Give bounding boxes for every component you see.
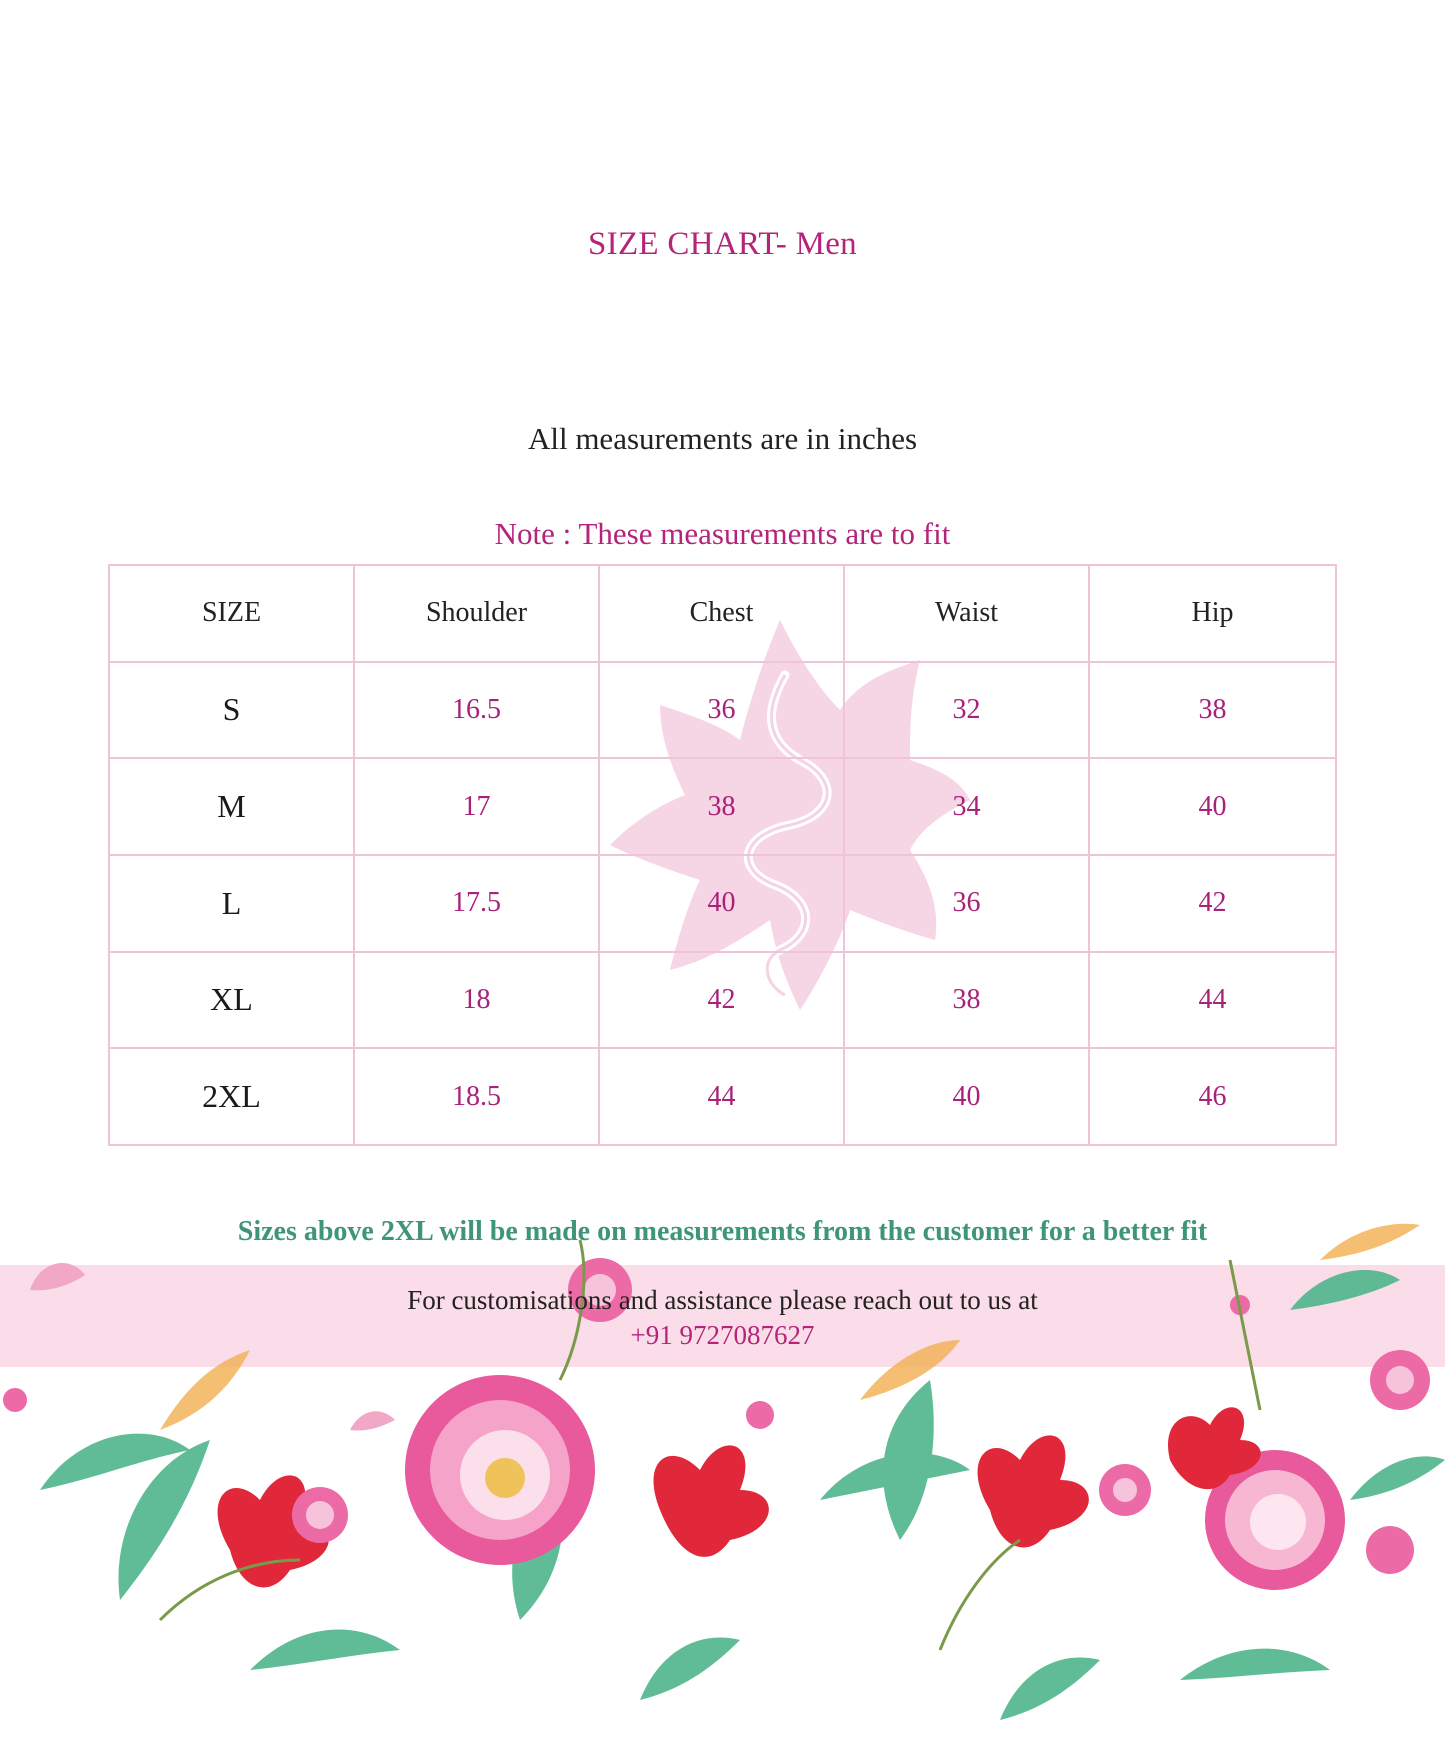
hip-value: 44 [1089, 952, 1336, 1049]
size-label: L [109, 855, 354, 952]
units-text: All measurements are in inches [527, 421, 918, 456]
hip-value: 38 [1089, 662, 1336, 759]
size-label: M [109, 758, 354, 855]
page-title: SIZE CHART- Men [588, 226, 857, 262]
waist-value: 32 [844, 662, 1089, 759]
header-chest: Chest [599, 565, 844, 662]
header-size: SIZE [109, 565, 354, 662]
header-shoulder: Shoulder [354, 565, 599, 662]
hip-value: 42 [1089, 855, 1336, 952]
table-row [109, 758, 1336, 855]
chest-value: 44 [599, 1048, 844, 1145]
hip-value: 46 [1089, 1048, 1336, 1145]
size-label: XL [109, 952, 354, 1049]
chest-value: 40 [599, 855, 844, 952]
chest-value: 38 [599, 758, 844, 855]
phone-number[interactable]: +91 9727087627 [630, 1320, 815, 1350]
hip-value: 40 [1089, 758, 1336, 855]
table-row [109, 952, 1336, 1049]
table-header-row [109, 565, 1336, 662]
shoulder-value: 17.5 [354, 855, 599, 952]
chest-value: 42 [599, 952, 844, 1049]
shoulder-value: 18.5 [354, 1048, 599, 1145]
size-label: 2XL [109, 1048, 354, 1145]
waist-value: 40 [844, 1048, 1089, 1145]
note-text: Note : These measurements are to fit [494, 516, 951, 551]
waist-value: 36 [844, 855, 1089, 952]
size-table [108, 564, 1337, 1146]
header-waist: Waist [844, 565, 1089, 662]
chest-value: 36 [599, 662, 844, 759]
header-hip: Hip [1089, 565, 1336, 662]
table-row [109, 855, 1336, 952]
shoulder-value: 16.5 [354, 662, 599, 759]
table-row [109, 662, 1336, 759]
shoulder-value: 18 [354, 952, 599, 1049]
floral-border-illustration [0, 1200, 1445, 1748]
contact-text: For customisations and assistance please reach out to us at [407, 1285, 1038, 1315]
size-label: S [109, 662, 354, 759]
large-sizes-note: Sizes above 2XL will be made on measurements from the customer for a better fit [237, 1216, 1208, 1247]
waist-value: 38 [844, 952, 1089, 1049]
table-row [109, 1048, 1336, 1145]
shoulder-value: 17 [354, 758, 599, 855]
waist-value: 34 [844, 758, 1089, 855]
